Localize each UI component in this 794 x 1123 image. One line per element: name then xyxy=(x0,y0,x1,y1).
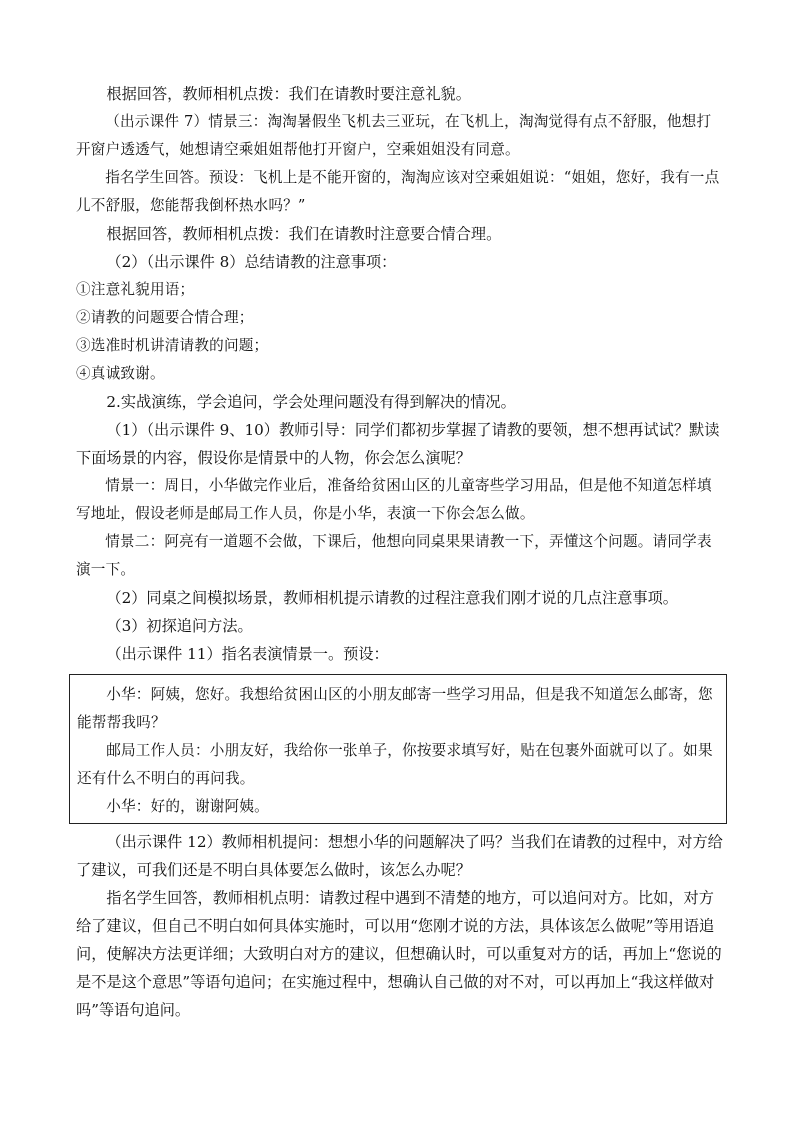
dialogue-line: 邮局工作人员：小朋友好，我给你一张单子，你按要求填写好，贴在包裹外面就可以了。如果还有什么不明白的再问我。 xyxy=(77,742,713,787)
paragraph: （出示课件 12）教师相机提问：想想小华的问题解决了吗？当我们在请教的过程中，对方给了建议，可我们还是不明白具体要怎么做时，该怎么办呢？ xyxy=(76,833,723,879)
paragraph: （2）同桌之间模拟场景，教师相机提示请教的过程注意我们刚才说的几点注意事项。 xyxy=(106,589,678,607)
dialogue-line: 小华：阿姨，您好。我想给贫困山区的小朋友邮寄一些学习用品，但是我不知道怎么邮寄，您能帮帮我吗？ xyxy=(77,686,713,731)
list-item: ①注意礼貌用语； xyxy=(76,281,195,298)
paragraph: 根据回答，教师相机点拨：我们在请教时要注意礼貌。 xyxy=(106,85,471,103)
paragraph: （出示课件 11）指名表演情景一。预设： xyxy=(106,645,389,663)
list-item: ④真诚致谢。 xyxy=(76,365,165,382)
section-heading: 2.实战演练，学会追问，学会处理问题没有得到解决的情况。 xyxy=(106,393,516,411)
paragraph: （2）（出示课件 8）总结请教的注意事项： xyxy=(106,253,397,271)
document-body xyxy=(76,80,726,1024)
paragraph: 指名学生回答，教师相机点明：请教过程中遇到不清楚的地方，可以追问对方。比如，对方给了建议，但自己不明白如何具体实施时，可以用“您刚才说的方法，具体该怎么做呢”等用语追问，使解决方法更详细；大致明白对方的建议，但想确认时，可以重复对方的话，再加上“您说的是不是这个意思”等语句追问；在实施过程中，想确认自己做的对不对，可以再加上“我这样做对吗”等语句追问。 xyxy=(76,889,722,1019)
paragraph: （1）（出示课件 9、10）教师引导：同学们都初步掌握了请教的要领，想不想再试试？默读下面场景的内容，假设你是情景中的人物，你会怎么演呢？ xyxy=(76,421,720,467)
dialogue-line: 小华：好的，谢谢阿姨。 xyxy=(106,798,269,815)
dialogue-box xyxy=(69,674,727,824)
list-item: ③选准时机讲清请教的问题； xyxy=(76,337,269,354)
scenario-paragraph: 情景二：阿亮有一道题不会做，下课后，他想向同桌果果请教一下，弄懂这个问题。请同学表演一下。 xyxy=(76,533,712,578)
paragraph: 指名学生回答。预设：飞机上是不能开窗的，淘淘应该对空乘姐姐说：“姐姐，您好，我有一点儿不舒服，您能帮我倒杯热水吗？” xyxy=(76,169,720,214)
paragraph: （出示课件 7）情景三：淘淘暑假坐飞机去三亚玩，在飞机上，淘淘觉得有点不舒服，他想打开窗户透透气，她想请空乘姐姐帮他打开窗户，空乘姐姐没有同意。 xyxy=(76,113,712,158)
paragraph: （3）初探追问方法。 xyxy=(106,617,253,635)
paragraph: 根据回答，教师相机点拨：我们在请教时注意要合情合理。 xyxy=(106,225,502,243)
list-item: ②请教的问题要合情合理； xyxy=(76,309,254,326)
scenario-paragraph: 情景一：周日，小华做完作业后，准备给贫困山区的儿童寄些学习用品，但是他不知道怎样填写地址，假设老师是邮局工作人员，你是小华，表演一下你会怎么做。 xyxy=(76,477,712,522)
